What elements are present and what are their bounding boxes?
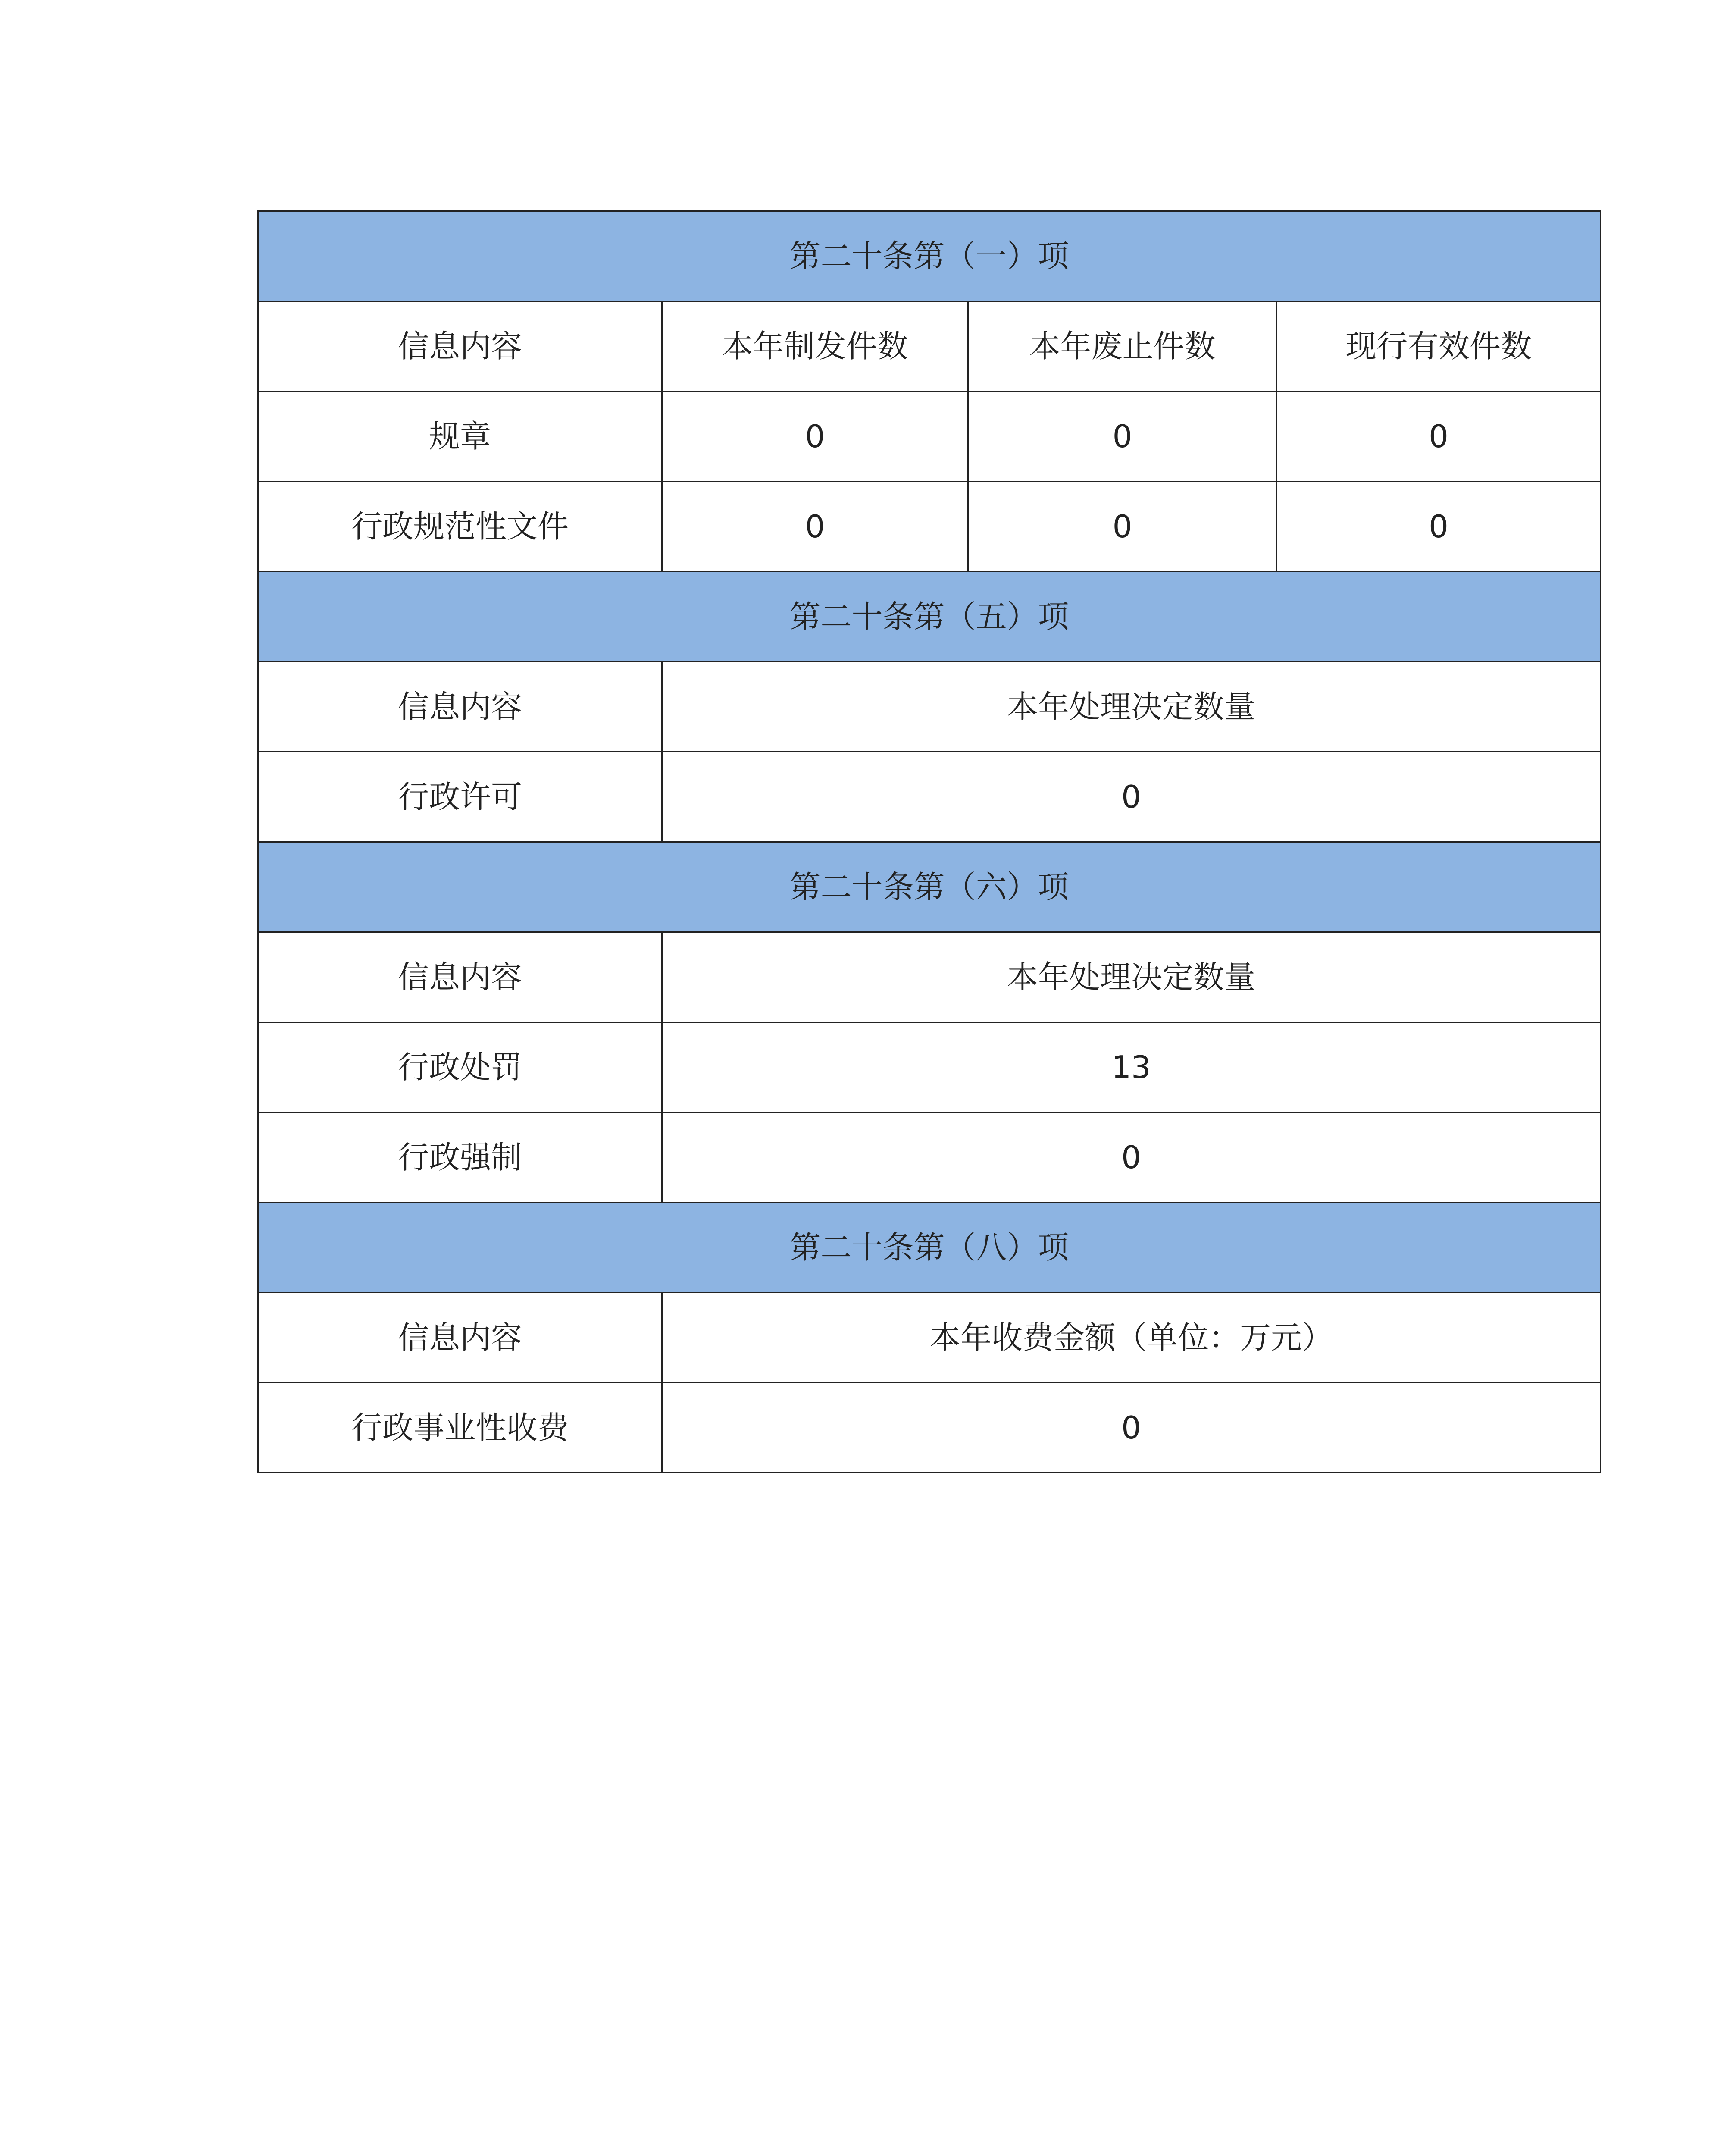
cell-value: 0 (1277, 482, 1601, 572)
column-header: 本年处理决定数量 (662, 932, 1601, 1022)
section-title: 第二十条第（五）项 (258, 572, 1601, 662)
table-row (258, 1112, 1601, 1203)
cell-value: 0 (968, 392, 1277, 482)
row-label: 行政规范性文件 (258, 482, 662, 572)
row-label: 行政事业性收费 (258, 1383, 662, 1473)
column-header: 本年制发件数 (662, 301, 968, 392)
column-header-row (258, 301, 1601, 392)
section-title: 第二十条第（八）项 (258, 1203, 1601, 1293)
column-header: 本年废止件数 (968, 301, 1277, 392)
column-header: 本年处理决定数量 (662, 662, 1601, 752)
section-header-row (258, 1203, 1601, 1293)
column-header-row (258, 1293, 1601, 1383)
section-header-row (258, 572, 1601, 662)
column-header-row (258, 662, 1601, 752)
column-header-row (258, 932, 1601, 1022)
column-header: 现行有效件数 (1277, 301, 1601, 392)
cell-value: 0 (662, 392, 968, 482)
column-header: 信息内容 (258, 932, 662, 1022)
table-row (258, 1383, 1601, 1473)
cell-value: 0 (1277, 392, 1601, 482)
column-header: 本年收费金额（单位：万元） (662, 1293, 1601, 1383)
table-row (258, 752, 1601, 842)
section-title: 第二十条第（六）项 (258, 842, 1601, 932)
section-title: 第二十条第（一）项 (258, 211, 1601, 301)
cell-value: 13 (662, 1022, 1601, 1112)
column-header: 信息内容 (258, 301, 662, 392)
disclosure-table (257, 210, 1601, 1473)
cell-value: 0 (662, 1112, 1601, 1203)
table-row (258, 482, 1601, 572)
cell-value: 0 (662, 1383, 1601, 1473)
section-header-row (258, 842, 1601, 932)
row-label: 行政处罚 (258, 1022, 662, 1112)
row-label: 行政许可 (258, 752, 662, 842)
row-label: 规章 (258, 392, 662, 482)
section-header-row (258, 211, 1601, 301)
disclosure-report-sheet (257, 210, 1600, 1473)
cell-value: 0 (662, 482, 968, 572)
column-header: 信息内容 (258, 662, 662, 752)
cell-value: 0 (662, 752, 1601, 842)
cell-value: 0 (968, 482, 1277, 572)
table-row (258, 392, 1601, 482)
table-row (258, 1022, 1601, 1112)
column-header: 信息内容 (258, 1293, 662, 1383)
row-label: 行政强制 (258, 1112, 662, 1203)
